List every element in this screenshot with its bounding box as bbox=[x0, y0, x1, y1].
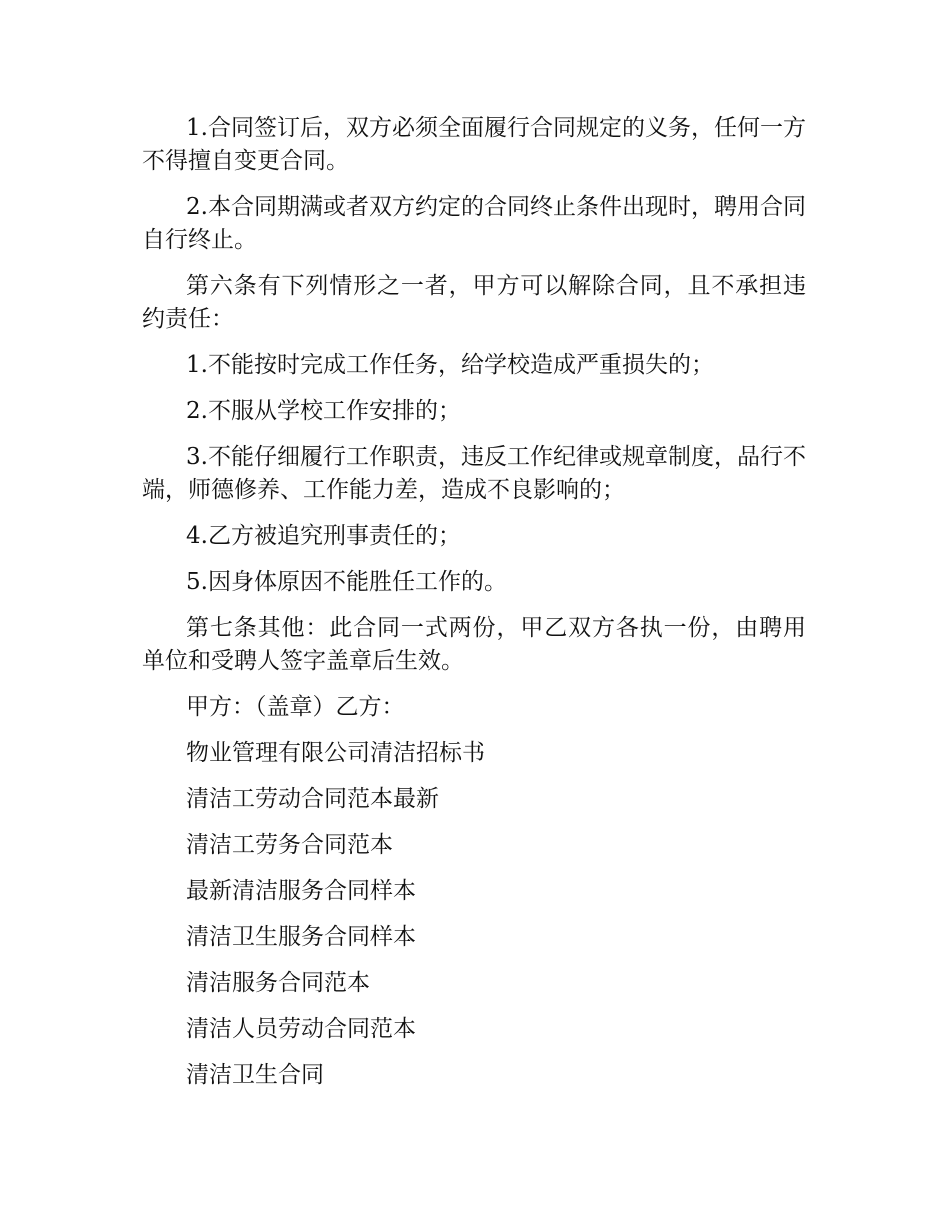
related-title-4: 最新清洁服务合同样本 bbox=[186, 878, 416, 904]
related-title-1: 物业管理有限公司清洁招标书 bbox=[186, 740, 485, 766]
paragraph-clause-termination: 2.本合同期满或者双方约定的合同终止条件出现时，聘用合同自行终止。 bbox=[142, 194, 806, 253]
related-title-5: 清洁卫生服务合同样本 bbox=[186, 924, 416, 950]
related-title-2: 清洁工劳动合同范本最新 bbox=[186, 786, 439, 812]
related-title-8: 清洁卫生合同 bbox=[186, 1062, 324, 1088]
paragraph-item-4: 4.乙方被追究刑事责任的； bbox=[186, 523, 461, 549]
document-body bbox=[142, 112, 806, 1105]
paragraph-item-3: 3.不能仔细履行工作职责，违反工作纪律或规章制度，品行不端，师德修养、工作能力差，造成不良影响的； bbox=[142, 444, 806, 503]
paragraph-item-1: 1.不能按时完成工作任务，给学校造成严重损失的； bbox=[186, 352, 714, 378]
paragraph-article-seven: 第七条其他：此合同一式两份，甲乙双方各执一份，由聘用单位和受聘人签字盖章后生效。 bbox=[142, 615, 806, 674]
related-title-7: 清洁人员劳动合同范本 bbox=[186, 1016, 416, 1042]
related-title-6: 清洁服务合同范本 bbox=[186, 970, 370, 996]
paragraph-clause-performance: 1.合同签订后，双方必须全面履行合同规定的义务，任何一方不得擅自变更合同。 bbox=[142, 115, 806, 174]
paragraph-signature-line: 甲方：（盖章）乙方： bbox=[186, 694, 405, 720]
paragraph-article-six: 第六条有下列情形之一者，甲方可以解除合同，且不承担违约责任： bbox=[142, 273, 806, 332]
related-title-3: 清洁工劳务合同范本 bbox=[186, 832, 393, 858]
paragraph-item-5: 5.因身体原因不能胜任工作的。 bbox=[186, 569, 507, 595]
paragraph-item-2: 2.不服从学校工作安排的； bbox=[186, 398, 461, 424]
